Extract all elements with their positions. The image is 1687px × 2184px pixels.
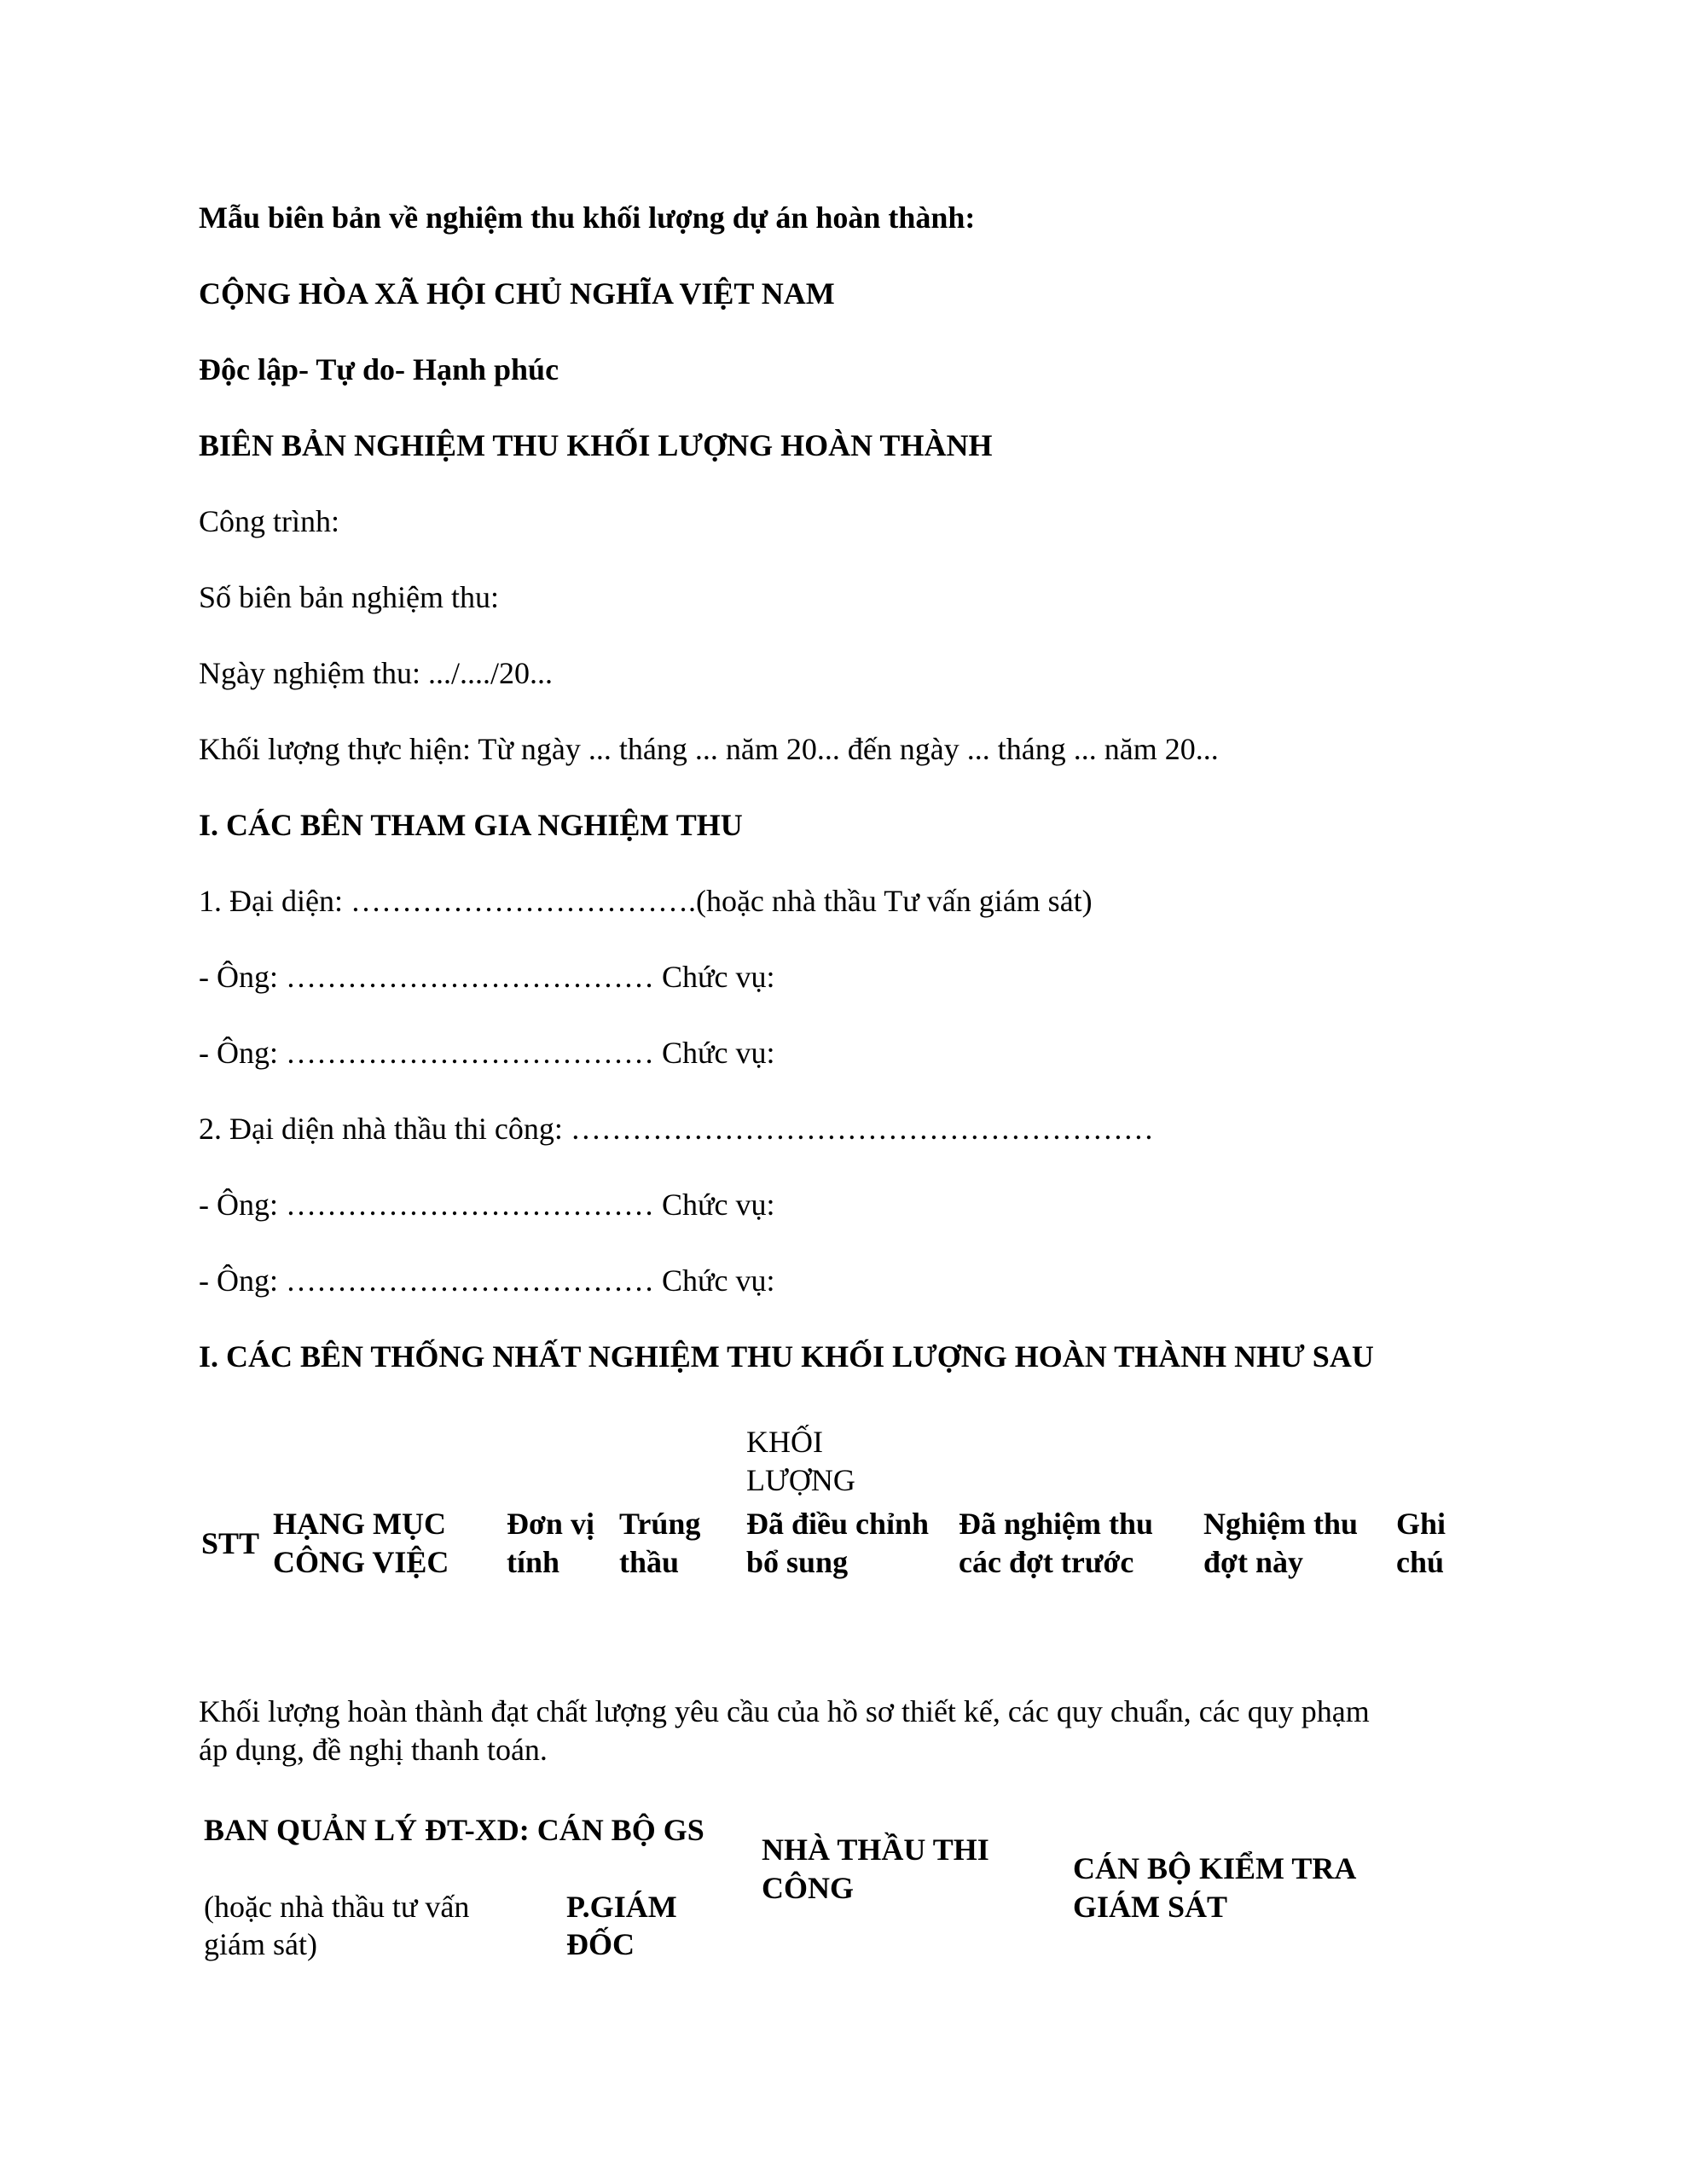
col-item-l2: CÔNG VIỆC bbox=[273, 1545, 449, 1579]
rep1-person2: - Ông: ……………………………… Chức vụ: bbox=[199, 1036, 775, 1070]
sig-board-note-l1: (hoặc nhà thầu tư vấn bbox=[204, 1890, 470, 1924]
sig-inspector-l2: GIÁM SÁT bbox=[1073, 1890, 1228, 1924]
col-adjusted-l2: bổ sung bbox=[746, 1545, 849, 1579]
col-prev-l2: các đợt trước bbox=[959, 1545, 1134, 1579]
sig-contractor-l2: CÔNG bbox=[762, 1871, 854, 1905]
col-unit-l2: tính bbox=[507, 1545, 560, 1579]
rep2-person2: - Ông: ……………………………… Chức vụ: bbox=[199, 1263, 775, 1298]
col-unit-l1: Đơn vị bbox=[507, 1507, 594, 1541]
doc-title: BIÊN BẢN NGHIỆM THU KHỐI LƯỢNG HOÀN THÀNH bbox=[199, 428, 993, 462]
rep1-person1: - Ông: ……………………………… Chức vụ: bbox=[199, 960, 775, 994]
col-bid-l1: Trúng bbox=[619, 1507, 701, 1541]
section2-heading: I. CÁC BÊN THỐNG NHẤT NGHIỆM THU KHỐI LƯỢNG HOÀN THÀNH NHƯ SAU bbox=[199, 1339, 1374, 1374]
col-this-l2: đợt này bbox=[1203, 1545, 1303, 1579]
sig-board: BAN QUẢN LÝ ĐT-XD: CÁN BỘ GS bbox=[204, 1813, 704, 1847]
sig-board-note-l2: giám sát) bbox=[204, 1927, 317, 1961]
group-header-line1: KHỐI bbox=[746, 1425, 823, 1459]
sig-deputy-l1: P.GIÁM bbox=[566, 1890, 677, 1924]
rep2-line: 2. Đại diện nhà thầu thi công: ………………………………………………… bbox=[199, 1112, 1154, 1146]
field-record-number: Số biên bản nghiệm thu: bbox=[199, 580, 499, 614]
conclusion-line1: Khối lượng hoàn thành đạt chất lượng yêu cầu của hồ sơ thiết kế, các quy chuẩn, các quy phạm bbox=[199, 1694, 1370, 1728]
sig-contractor-l1: NHÀ THẦU THI bbox=[762, 1833, 989, 1867]
section1-heading: I. CÁC BÊN THAM GIA NGHIỆM THU bbox=[199, 808, 743, 842]
intro-title: Mẫu biên bản về nghiệm thu khối lượng dự án hoàn thành: bbox=[199, 200, 976, 235]
conclusion-line2: áp dụng, đề nghị thanh toán. bbox=[199, 1733, 548, 1767]
field-date: Ngày nghiệm thu: .../..../20... bbox=[199, 656, 553, 690]
group-header-line2: LƯỢNG bbox=[746, 1463, 855, 1497]
col-item-l1: HẠNG MỤC bbox=[273, 1507, 446, 1541]
rep1-line: 1. Đại diện: …………………………….(hoặc nhà thầu Tư vấn giám sát) bbox=[199, 884, 1093, 918]
sig-deputy-l2: ĐỐC bbox=[566, 1927, 635, 1961]
field-project: Công trình: bbox=[199, 504, 340, 538]
field-period: Khối lượng thực hiện: Từ ngày ... tháng ... năm 20... đến ngày ... tháng ... năm 20... bbox=[199, 732, 1219, 766]
national-name: CỘNG HÒA XÃ HỘI CHỦ NGHĨA VIỆT NAM bbox=[199, 276, 835, 311]
sig-inspector-l1: CÁN BỘ KIỂM TRA bbox=[1073, 1851, 1357, 1885]
col-note-l2: chú bbox=[1396, 1545, 1445, 1579]
col-prev-l1: Đã nghiệm thu bbox=[959, 1507, 1154, 1541]
col-bid-l2: thầu bbox=[619, 1545, 680, 1579]
col-this-l1: Nghiệm thu bbox=[1203, 1507, 1359, 1541]
col-note-l1: Ghi bbox=[1396, 1507, 1446, 1541]
col-stt: STT bbox=[201, 1526, 260, 1560]
col-adjusted-l1: Đã điều chỉnh bbox=[746, 1507, 930, 1541]
rep2-person1: - Ông: ……………………………… Chức vụ: bbox=[199, 1188, 775, 1222]
motto: Độc lập- Tự do- Hạnh phúc bbox=[199, 352, 559, 386]
